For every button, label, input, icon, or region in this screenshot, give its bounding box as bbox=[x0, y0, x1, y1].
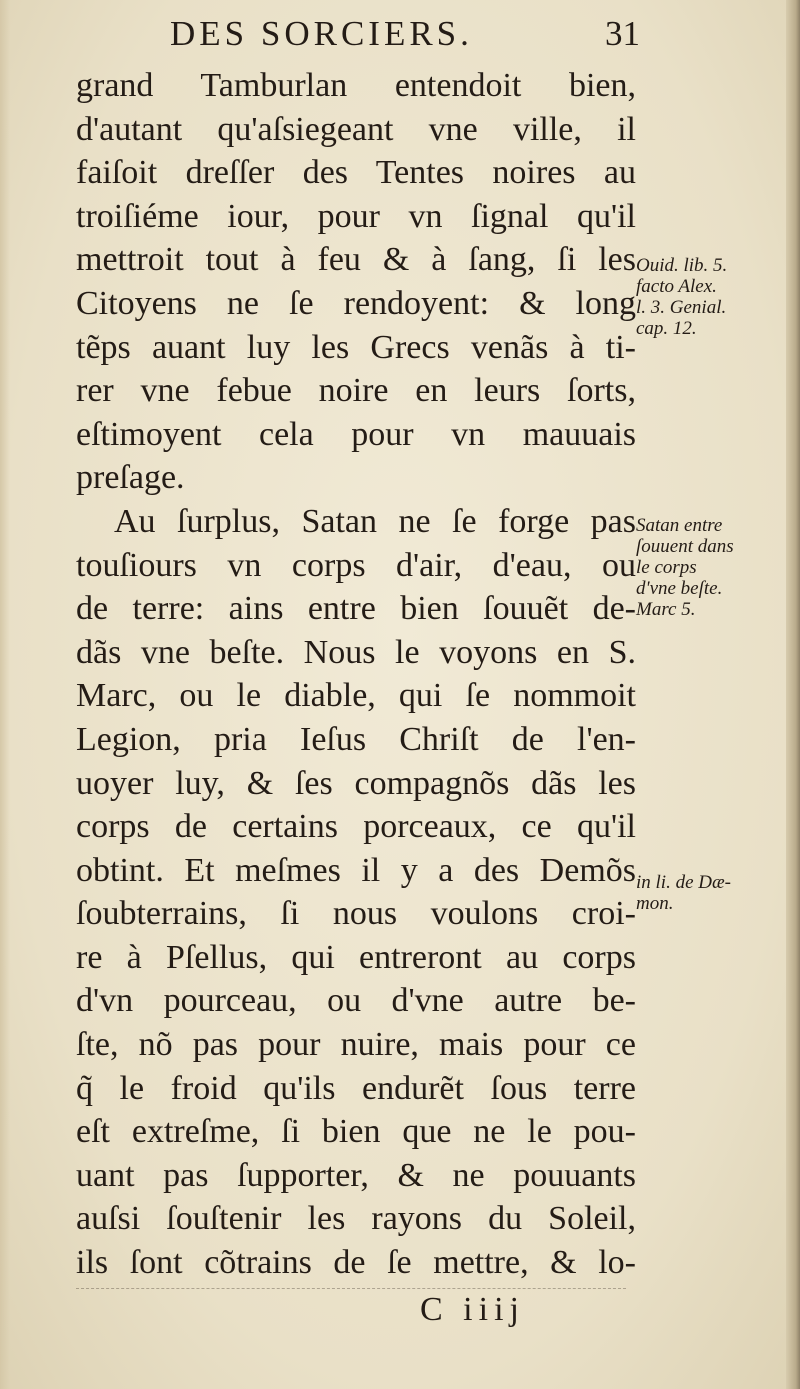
text-line: rer vne febue noire en leurs ſorts, bbox=[76, 372, 636, 410]
text-line: re à Pſellus, qui entreront au corps bbox=[76, 938, 636, 976]
text-line: eſtimoyent cela pour vn mauuais bbox=[76, 415, 636, 453]
margin-note-line: d'vne beſte. bbox=[636, 578, 723, 599]
margin-note-line: in li. de Dæ- bbox=[636, 872, 731, 893]
text-line: tẽps auant luy les Grecs venãs à ti- bbox=[76, 328, 636, 366]
text-line: ſoubterrains, ſi nous voulons croi- bbox=[76, 895, 636, 933]
paragraph-start-line: Au ſurplus, Satan ne ſe forge pas bbox=[114, 502, 636, 540]
text-line: eſt extreſme, ſi bien que ne le pou- bbox=[76, 1113, 636, 1151]
text-line: auſsi ſouſtenir les rayons du Soleil, bbox=[76, 1200, 636, 1238]
margin-note-line: Marc 5. bbox=[636, 599, 696, 620]
margin-note-satan bbox=[636, 515, 786, 620]
text-line: d'autant qu'aſsiegeant vne ville, il bbox=[76, 110, 636, 148]
page-left-shadow bbox=[0, 0, 10, 1389]
margin-note-daemon bbox=[636, 872, 786, 914]
text-line: uant pas ſupporter, & ne pouuants bbox=[76, 1156, 636, 1194]
margin-note-line: Ouid. lib. 5. bbox=[636, 255, 728, 276]
text-line: de terre: ains entre bien ſouuẽt de- bbox=[76, 590, 636, 628]
text-line: Marc, ou le diable, qui ſe nommoit bbox=[76, 677, 636, 715]
text-line: corps de certains porceaux, ce qu'il bbox=[76, 808, 636, 846]
bottom-rule bbox=[76, 1288, 626, 1289]
margin-note-line: le corps bbox=[636, 557, 697, 578]
page-header bbox=[170, 14, 640, 60]
running-head: DES SORCIERS. bbox=[170, 14, 473, 53]
margin-note-line: ſouuent dans bbox=[636, 536, 734, 557]
signature-mark: C iiij bbox=[420, 1291, 525, 1328]
margin-note-line: facto Alex. bbox=[636, 276, 717, 297]
text-line: ils ſont cõtrains de ſe mettre, & lo- bbox=[76, 1244, 636, 1282]
text-line: preſage. bbox=[76, 459, 185, 497]
margin-note-line: l. 3. Genial. bbox=[636, 297, 727, 318]
text-line: obtint. Et meſmes il y a des Demõs bbox=[76, 851, 636, 889]
margin-note-ovid bbox=[636, 255, 786, 339]
margin-note-line: mon. bbox=[636, 893, 674, 914]
text-line: q̃ le froid qu'ils endurẽt ſous terre bbox=[76, 1069, 636, 1107]
margin-note-line: Satan entre bbox=[636, 515, 723, 536]
text-line: ſte, nõ pas pour nuire, mais pour ce bbox=[76, 1026, 636, 1064]
page-number: 31 bbox=[605, 14, 640, 53]
text-line: mettroit tout à feu & à ſang, ſi les bbox=[76, 241, 636, 279]
text-line: faiſoit dreſſer des Tentes noires au bbox=[76, 154, 636, 192]
margin-note-line: cap. 12. bbox=[636, 318, 697, 339]
text-line: uoyer luy, & ſes compagnõs dãs les bbox=[76, 764, 636, 802]
text-line: grand Tamburlan entendoit bien, bbox=[76, 67, 636, 104]
text-line: troiſiéme iour, pour vn ſignal qu'il bbox=[76, 197, 636, 235]
text-line: touſiours vn corps d'air, d'eau, ou bbox=[76, 546, 636, 584]
text-line: d'vn pourceau, ou d'vne autre be- bbox=[76, 982, 636, 1020]
page-right-edge bbox=[786, 0, 800, 1389]
text-line: dãs vne beſte. Nous le voyons en S. bbox=[76, 633, 636, 671]
body-text bbox=[76, 64, 636, 1285]
text-line: Legion, pria Ieſus Chriſt de l'en- bbox=[76, 720, 636, 758]
text-line: Citoyens ne ſe rendoyent: & long bbox=[76, 284, 636, 322]
